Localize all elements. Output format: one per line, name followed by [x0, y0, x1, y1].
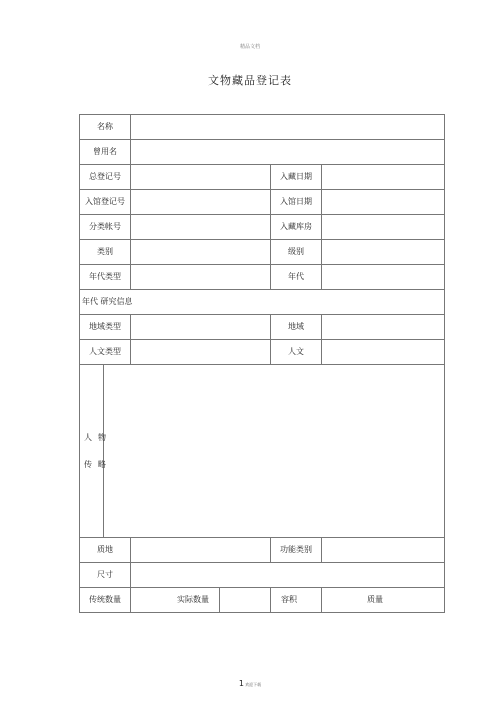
- size-field[interactable]: [131, 563, 445, 588]
- table-row: [80, 290, 445, 315]
- table-row: [80, 563, 445, 588]
- grade-label: 级别: [271, 240, 322, 265]
- humanity-type-field[interactable]: [131, 340, 271, 365]
- footer-text: 欢迎下载: [245, 682, 262, 687]
- museum-reg-no-label: 入馆登记号: [80, 190, 131, 215]
- total-reg-no-field[interactable]: [131, 165, 271, 190]
- biography-label-line1: 人物: [84, 433, 112, 442]
- volume-label: 容积: [271, 588, 322, 613]
- collect-date-field[interactable]: [322, 165, 445, 190]
- biography-label: [80, 365, 112, 538]
- table-row: [80, 365, 445, 538]
- table-row: [80, 240, 445, 265]
- table-row: [80, 140, 445, 165]
- actual-qty-field[interactable]: [220, 588, 271, 613]
- era-label: 年代: [271, 265, 322, 290]
- header-note: 精品文档: [239, 44, 260, 50]
- table-row: [80, 215, 445, 240]
- table-row: [80, 265, 445, 290]
- function-category-field[interactable]: [322, 538, 445, 563]
- category-label: 类别: [80, 240, 131, 265]
- class-account-no-label: 分类帐号: [80, 215, 131, 240]
- era-type-label: 年代类型: [80, 265, 131, 290]
- name-field[interactable]: [131, 115, 445, 140]
- humanity-type-label: 人文类型: [80, 340, 131, 365]
- page-number: 1: [238, 679, 244, 688]
- biography-field[interactable]: [104, 365, 445, 538]
- registration-form-table: [79, 114, 445, 613]
- table-row: [80, 315, 445, 340]
- region-label: 地域: [271, 315, 322, 340]
- size-label: 尺寸: [80, 563, 131, 588]
- grade-field[interactable]: [322, 240, 445, 265]
- material-label: 质地: [80, 538, 131, 563]
- traditional-qty-label: 传统数量: [80, 588, 131, 613]
- table-row: [80, 538, 445, 563]
- museum-reg-no-field[interactable]: [131, 190, 271, 215]
- function-category-label: 功能类别: [271, 538, 322, 563]
- region-field[interactable]: [322, 315, 445, 340]
- museum-date-field[interactable]: [322, 190, 445, 215]
- table-row: [80, 190, 445, 215]
- table-row: [80, 340, 445, 365]
- total-reg-no-label: 总登记号: [80, 165, 131, 190]
- museum-date-label: 入馆日期: [271, 190, 322, 215]
- storage-room-field[interactable]: [322, 215, 445, 240]
- region-type-label: 地域类型: [80, 315, 131, 340]
- table-row: [80, 115, 445, 140]
- document-title: 文物藏品登记表: [208, 74, 292, 87]
- biography-label-line2: 传略: [84, 460, 112, 469]
- era-type-field[interactable]: [131, 265, 271, 290]
- actual-qty-label: 实际数量: [131, 588, 220, 613]
- table-row: [80, 588, 445, 613]
- humanity-label: 人文: [271, 340, 322, 365]
- material-field[interactable]: [131, 538, 271, 563]
- page-footer: [0, 679, 500, 688]
- mass-label: 质量: [322, 588, 445, 613]
- table-row: [80, 165, 445, 190]
- former-name-field[interactable]: [131, 140, 445, 165]
- storage-room-label: 入藏库房: [271, 215, 322, 240]
- former-name-label: 曾用名: [80, 140, 131, 165]
- era-field[interactable]: [322, 265, 445, 290]
- class-account-no-field[interactable]: [131, 215, 271, 240]
- collect-date-label: 入藏日期: [271, 165, 322, 190]
- era-research-field[interactable]: 年代 研究信息: [80, 290, 445, 315]
- region-type-field[interactable]: [131, 315, 271, 340]
- category-field[interactable]: [131, 240, 271, 265]
- humanity-field[interactable]: [322, 340, 445, 365]
- name-label: 名称: [80, 115, 131, 140]
